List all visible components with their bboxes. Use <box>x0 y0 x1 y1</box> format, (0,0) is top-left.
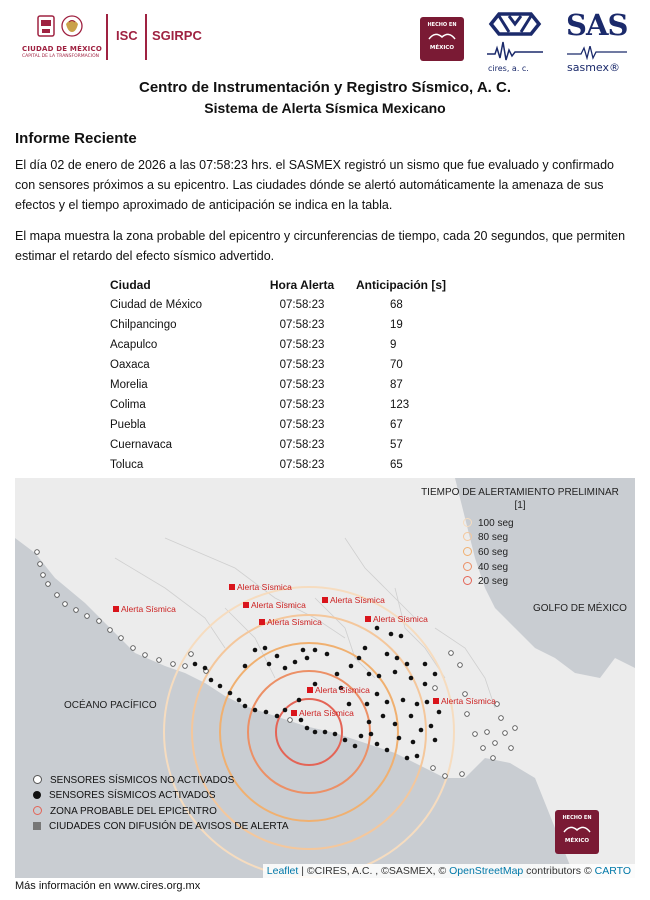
cires-logo-icon <box>485 10 545 66</box>
ring-icon <box>463 532 472 541</box>
hecho-en-mexico-logo <box>420 17 464 61</box>
seismograph-icon <box>567 46 627 60</box>
legend-ring-20: 20 seg <box>463 576 508 587</box>
ocean-label: OCÉANO PACÍFICO <box>64 700 157 711</box>
anticipation-cell: 67 <box>390 419 403 431</box>
anticipation-cell: 70 <box>390 359 403 371</box>
white-dot-icon <box>33 775 42 784</box>
city-cell: Acapulco <box>110 339 158 351</box>
ring-icon <box>463 547 472 556</box>
column-header-city: Ciudad <box>110 278 151 292</box>
alert-table <box>104 275 510 475</box>
carto-link[interactable]: CARTO <box>594 865 631 877</box>
ring-icon <box>463 576 472 585</box>
city-cell: Morelia <box>110 379 148 391</box>
header-divider <box>106 14 108 60</box>
time-cell: 07:58:23 <box>279 459 325 471</box>
table-row <box>104 435 510 455</box>
cires-label: cires, a. c. <box>488 64 529 73</box>
alert-city-marker[interactable]: Alerta Sísmica <box>113 604 176 614</box>
anticipation-cell: 9 <box>390 339 397 351</box>
time-cell: 07:58:23 <box>279 439 325 451</box>
eagle-icon <box>562 826 592 834</box>
gulf-label: GOLFO DE MÉXICO <box>533 603 627 614</box>
report-paragraph: El día 02 de enero de 2026 a las 07:58:23 hrs. el SASMEX registró un sismo que fue evaluado y confirmado con sensores próximos a su epicentro. Las ciudades dónde se alertó automáticamente la amenaza de sus efectos y el tiempo aproximado de anticipación se indica en la tabla. <box>15 158 614 212</box>
footer-info: Más información en www.cires.org.mx <box>15 880 201 892</box>
legend-epicenter-zone: ZONA PROBABLE DEL EPICENTRO <box>33 806 217 817</box>
black-dot-icon <box>33 791 41 799</box>
cdmx-title: CIUDAD DE MÉXICO <box>22 45 102 53</box>
section-title: Informe Reciente <box>15 130 137 147</box>
alert-city-marker[interactable]: Alerta Sísmica <box>259 617 322 627</box>
city-cell: Toluca <box>110 459 144 471</box>
legend-ring-60: 60 seg <box>463 547 508 558</box>
alert-city-marker[interactable]: Alerta Sísmica <box>243 600 306 610</box>
table-row <box>104 395 510 415</box>
eagle-icon <box>427 33 457 41</box>
header-divider <box>145 14 147 60</box>
column-header-anticipation: Anticipación [s] <box>356 278 447 292</box>
legend-ring-100: 100 seg <box>463 518 514 529</box>
cdmx-subtitle: CAPITAL DE LA TRANSFORMACIÓN <box>22 54 100 59</box>
alert-city-marker[interactable]: Alerta Sísmica <box>291 708 354 718</box>
legend-ring-80: 80 seg <box>463 532 508 543</box>
sgirpc-logo-text: SGIRPC <box>152 28 202 43</box>
legend-active-sensors: SENSORES SÍSMICOS ACTIVADOS <box>33 790 216 801</box>
sasmex-label: sasmex® <box>567 61 621 74</box>
city-cell: Cuernavaca <box>110 439 173 451</box>
table-row <box>104 415 510 435</box>
table-row <box>104 315 510 335</box>
epicenter-map[interactable] <box>15 478 635 878</box>
alert-city-marker[interactable]: Alerta Sísmica <box>365 614 428 624</box>
isc-logo-text: ISC <box>116 28 138 43</box>
time-cell: 07:58:23 <box>279 419 325 431</box>
time-cell: 07:58:23 <box>279 359 325 371</box>
page-title: Centro de Instrumentación y Registro Sísmico, A. C. <box>138 79 511 96</box>
time-cell: 07:58:23 <box>279 399 325 411</box>
ring-legend-title: TIEMPO DE ALERTAMIENTO PRELIMINAR [1] <box>421 487 619 511</box>
legend-alert-cities: CIUDADES CON DIFUSIÓN DE AVISOS DE ALERTA <box>33 821 289 832</box>
gray-square-icon <box>33 822 41 830</box>
ring-icon <box>463 518 472 527</box>
table-row <box>104 355 510 375</box>
anticipation-cell: 87 <box>390 379 403 391</box>
city-cell: Colima <box>110 399 146 411</box>
anticipation-cell: 19 <box>390 319 403 331</box>
city-cell: Puebla <box>110 419 146 431</box>
alert-city-marker[interactable]: Alerta Sísmica <box>433 696 496 706</box>
anticipation-cell: 57 <box>390 439 403 451</box>
hecho-top-text: HECHO EN <box>427 22 457 28</box>
hecho-top-text: HECHO EN <box>562 815 592 821</box>
table-header-row <box>104 275 510 295</box>
alert-city-marker[interactable]: Alerta Sísmica <box>229 582 292 592</box>
table-row <box>104 375 510 395</box>
legend-inactive-sensors: SENSORES SÍSMICOS NO ACTIVADOS <box>33 775 234 786</box>
time-cell: 07:58:23 <box>279 299 325 311</box>
table-row <box>104 295 510 315</box>
osm-link[interactable]: OpenStreetMap <box>449 865 524 877</box>
alert-city-marker[interactable]: Alerta Sísmica <box>322 595 385 605</box>
table-row <box>104 455 510 475</box>
city-cell: Ciudad de México <box>110 299 203 311</box>
time-cell: 07:58:23 <box>279 319 325 331</box>
hecho-bottom-text: MÉXICO <box>429 45 455 51</box>
map-description-paragraph: El mapa muestra la zona probable del epicentro y circunferencias de tiempo, cada 20 segundos, que permiten estimar el retardo del efecto sísmico advertido. <box>15 229 626 263</box>
ring-icon <box>463 562 472 571</box>
map-attribution: Leaflet | ©CIRES, A.C. , ©SASMEX, © OpenStreetMap contributors © CARTO <box>263 864 635 878</box>
header <box>0 0 650 80</box>
page-subtitle: Sistema de Alerta Sísmica Mexicano <box>204 100 446 116</box>
leaflet-link[interactable]: Leaflet <box>266 865 299 877</box>
city-cell: Chilpancingo <box>110 319 177 331</box>
hecho-en-mexico-logo <box>555 810 599 854</box>
table-row <box>104 335 510 355</box>
anticipation-cell: 68 <box>390 299 403 311</box>
anticipation-cell: 65 <box>390 459 403 471</box>
column-header-time: Hora Alerta <box>269 278 335 292</box>
sas-logo-text: SAS <box>566 8 628 42</box>
alert-city-marker[interactable]: Alerta Sísmica <box>307 685 370 695</box>
city-cell: Oaxaca <box>110 359 150 371</box>
red-ring-icon <box>33 806 42 815</box>
anticipation-cell: 123 <box>390 399 410 411</box>
map-canvas[interactable] <box>15 478 635 878</box>
time-cell: 07:58:23 <box>279 379 325 391</box>
legend-ring-40: 40 seg <box>463 562 508 573</box>
hecho-bottom-text: MÉXICO <box>564 838 590 844</box>
time-cell: 07:58:23 <box>279 339 325 351</box>
